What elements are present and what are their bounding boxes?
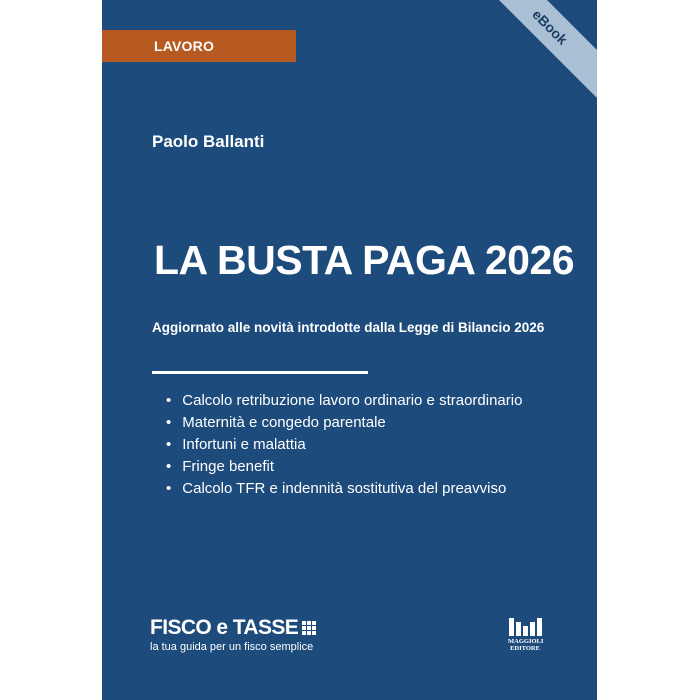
topic-item: • Calcolo TFR e indennità sostitutiva del preavviso bbox=[164, 478, 522, 500]
topics-list bbox=[164, 390, 522, 500]
book-title: LA BUSTA PAGA 2026 bbox=[154, 237, 575, 283]
publisher-line-2: EDITORE bbox=[510, 645, 540, 652]
publisher-line-1: MAGGIOLI bbox=[508, 638, 544, 645]
fisco-e-tasse-logo bbox=[150, 616, 316, 653]
author-name: Paolo Ballanti bbox=[152, 132, 265, 151]
topic-item: • Maternità e congedo parentale bbox=[164, 412, 522, 434]
brand-name: FISCO e TASSE bbox=[150, 616, 299, 639]
topic-item: • Fringe benefit bbox=[164, 456, 522, 478]
divider-line bbox=[152, 371, 368, 374]
topic-item: • Infortuni e malattia bbox=[164, 434, 522, 456]
publisher-mark-icon bbox=[508, 618, 542, 636]
maggioli-editore-logo bbox=[508, 618, 542, 652]
ebook-ribbon: eBook bbox=[471, 0, 597, 106]
topic-item: • Calcolo retribuzione lavoro ordinario e straordinario bbox=[164, 390, 522, 412]
brand-grid-icon bbox=[302, 621, 316, 635]
book-cover bbox=[102, 0, 597, 700]
book-subtitle: Aggiornato alle novità introdotte dalla Legge di Bilancio 2026 bbox=[152, 320, 545, 335]
category-label: LAVORO bbox=[102, 30, 296, 62]
brand-tagline: la tua guida per un fisco semplice bbox=[150, 641, 314, 653]
